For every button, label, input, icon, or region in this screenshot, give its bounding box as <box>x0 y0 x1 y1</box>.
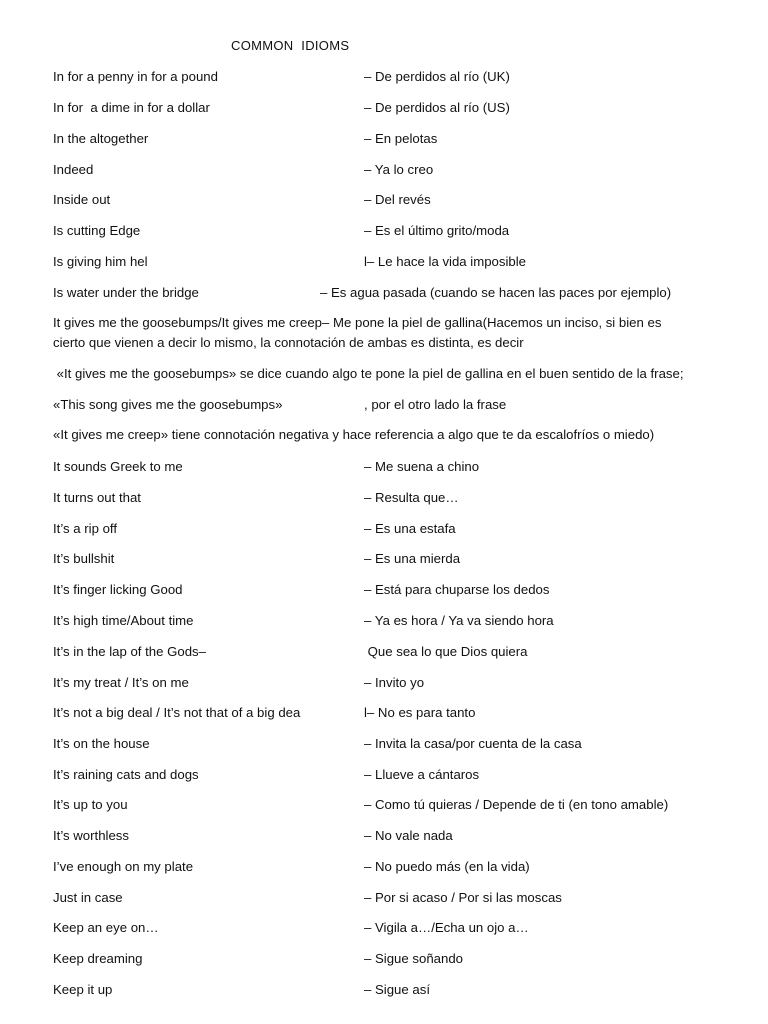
idiom-english: It’s a rip off <box>53 521 118 536</box>
idiom-spanish: l– Le hace la vida imposible <box>364 254 527 269</box>
idiom-row <box>0 189 768 211</box>
idiom-row <box>0 251 768 273</box>
idiom-spanish: – De perdidos al río (US) <box>364 100 510 115</box>
idiom-spanish: – En pelotas <box>364 131 438 146</box>
idiom-row <box>0 456 768 478</box>
idiom-spanish: – Resulta que… <box>364 490 459 505</box>
idiom-row <box>0 702 768 724</box>
idiom-english: It’s raining cats and dogs <box>53 767 199 782</box>
idiom-row <box>0 672 768 694</box>
idiom-spanish: – Ya lo creo <box>364 162 434 177</box>
idiom-spanish: – Está para chuparse los dedos <box>364 582 550 597</box>
idiom-spanish: – Como tú quieras / Depende de ti (en tono amable) <box>364 797 669 812</box>
idiom-english: Keep it up <box>53 982 113 997</box>
idiom-row <box>0 979 768 1001</box>
idiom-row <box>0 487 768 509</box>
idiom-row <box>0 733 768 755</box>
idiom-english: Inside out <box>53 192 111 207</box>
paragraph-line: , por el otro lado la frase <box>364 397 507 412</box>
idiom-spanish: – Sigue así <box>364 982 430 997</box>
idiom-row <box>0 579 768 601</box>
idiom-spanish: – Me suena a chino <box>364 459 480 474</box>
paragraph-line: «It gives me creep» tiene connotación negativa y hace referencia a algo que te da escalofríos o miedo) <box>53 427 655 442</box>
idiom-row <box>0 97 768 119</box>
idiom-row <box>0 128 768 150</box>
idiom-english: It’s my treat / It’s on me <box>53 675 189 690</box>
page-title: COMMON IDIOMS <box>231 38 350 53</box>
idiom-english: Keep an eye on… <box>53 920 159 935</box>
idiom-spanish: – Vigila a…/Echa un ojo a… <box>364 920 529 935</box>
idiom-english: Keep dreaming <box>53 951 143 966</box>
idiom-english: Indeed <box>53 162 94 177</box>
idiom-row <box>0 610 768 632</box>
idiom-row <box>0 917 768 939</box>
idiom-english: I’ve enough on my plate <box>53 859 194 874</box>
idiom-english: It’s finger licking Good <box>53 582 183 597</box>
idiom-spanish: – Invito yo <box>364 675 425 690</box>
paragraph-line: «This song gives me the goosebumps» <box>53 397 283 412</box>
idiom-row <box>0 887 768 909</box>
idiom-row <box>0 948 768 970</box>
idiom-english: Is giving him hel <box>53 254 148 269</box>
idiom-english: It’s high time/About time <box>53 613 194 628</box>
idiom-spanish: – De perdidos al río (UK) <box>364 69 510 84</box>
idiom-spanish: Que sea lo que Dios quiera <box>364 644 528 659</box>
idiom-english: It’s bullshit <box>53 551 115 566</box>
idiom-row <box>0 66 768 88</box>
idiom-row <box>0 641 768 663</box>
idiom-spanish: – Por si acaso / Por si las moscas <box>364 890 562 905</box>
paragraph-line: cierto que vienen a decir lo mismo, la connotación de ambas es distinta, es decir <box>53 335 524 350</box>
idiom-row <box>0 794 768 816</box>
idiom-spanish: – Es una estafa <box>364 521 456 536</box>
paragraph-line: «It gives me the goosebumps» se dice cuando algo te pone la piel de gallina en el buen sentido de la frase; <box>53 366 684 381</box>
idiom-spanish: – Es el último grito/moda <box>364 223 510 238</box>
idiom-spanish: – Llueve a cántaros <box>364 767 480 782</box>
idiom-english: Is water under the bridge <box>53 285 199 300</box>
idiom-english: It’s not a big deal / It’s not that of a big dea <box>53 705 301 720</box>
idiom-english: Is cutting Edge <box>53 223 141 238</box>
idiom-english: It’s on the house <box>53 736 150 751</box>
idiom-spanish: – Invita la casa/por cuenta de la casa <box>364 736 582 751</box>
idiom-row <box>0 518 768 540</box>
idiom-english: It’s worthless <box>53 828 129 843</box>
idiom-spanish: – No puedo más (en la vida) <box>364 859 530 874</box>
idiom-english: It’s up to you <box>53 797 128 812</box>
idiom-english: It sounds Greek to me <box>53 459 183 474</box>
idiom-spanish: – Es agua pasada (cuando se hacen las paces por ejemplo) <box>320 285 672 300</box>
idiom-row <box>0 548 768 570</box>
idiom-english: In for a penny in for a pound <box>53 69 218 84</box>
idiom-row <box>0 159 768 181</box>
idiom-row <box>0 282 768 304</box>
paragraph-line: It gives me the goosebumps/It gives me creep– Me pone la piel de gallina(Hacemos un inciso, si bien es <box>53 315 662 330</box>
idiom-row <box>0 220 768 242</box>
idiom-spanish: – Del revés <box>364 192 431 207</box>
idiom-row <box>0 764 768 786</box>
idiom-row <box>0 856 768 878</box>
idiom-spanish: – Ya es hora / Ya va siendo hora <box>364 613 554 628</box>
idiom-spanish: – Sigue soñando <box>364 951 463 966</box>
idiom-row <box>0 825 768 847</box>
idiom-spanish: l– No es para tanto <box>364 705 476 720</box>
idiom-english: It turns out that <box>53 490 141 505</box>
idiom-english: In for a dime in for a dollar <box>53 100 210 115</box>
idiom-english: In the altogether <box>53 131 149 146</box>
idiom-spanish: – Es una mierda <box>364 551 461 566</box>
idiom-english: It’s in the lap of the Gods– <box>53 644 206 659</box>
idiom-english: Just in case <box>53 890 123 905</box>
idiom-spanish: – No vale nada <box>364 828 453 843</box>
